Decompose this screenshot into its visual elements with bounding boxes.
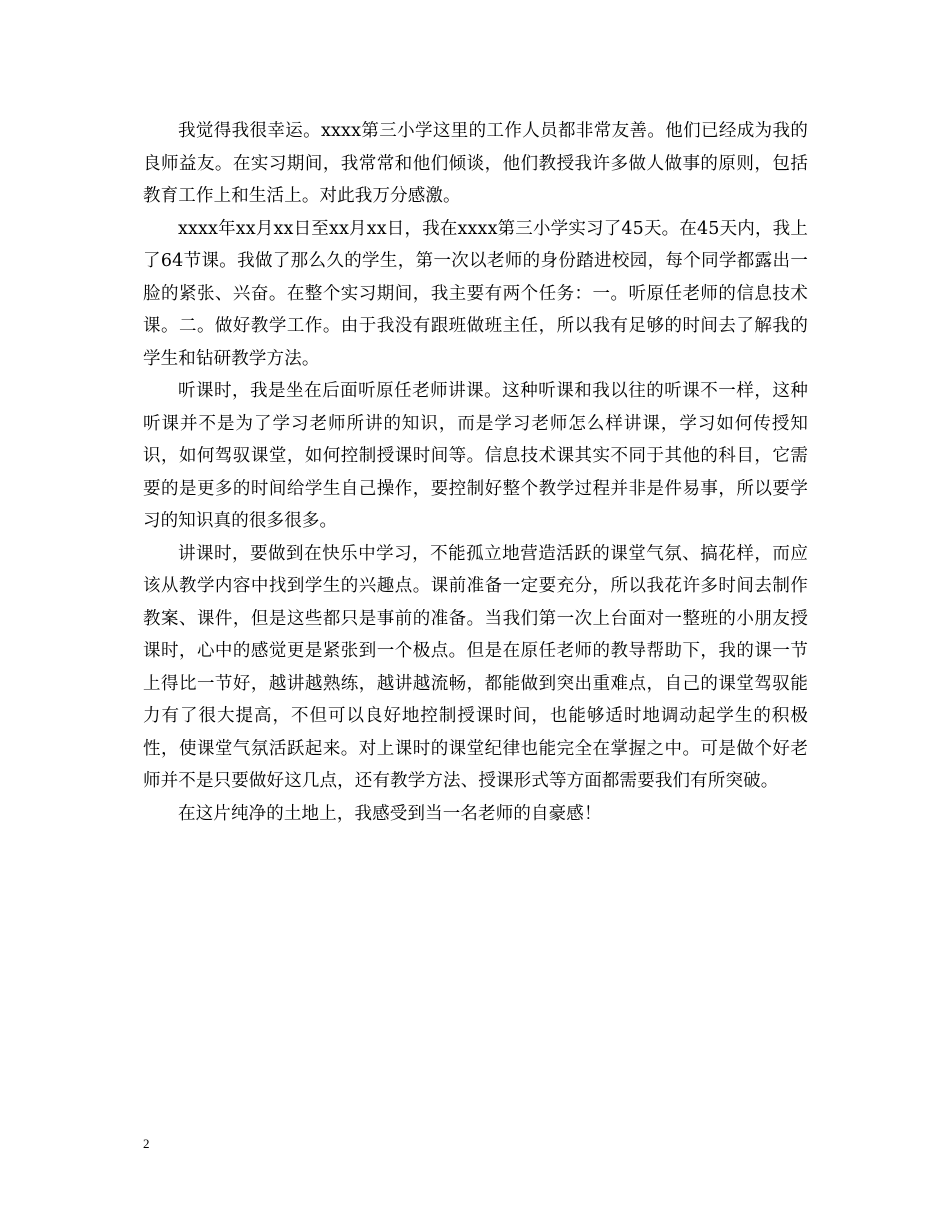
paragraph: 讲课时，要做到在快乐中学习，不能孤立地营造活跃的课堂气氛、搞花样，而应该从教学内容中找到学生的兴趣点。课前准备一定要充分，所以我花许多时间去制作教案、课件，但是这些都只是事前的准备。当我们第一次上台面对一整班的小朋友授课时，心中的感觉更是紧张到一个极点。但是在原任老师的教导帮助下，我的课一节上得比一节好，越讲越熟练，越讲越流畅，都能做到突出重难点，自己的课堂驾驭能力有了很大提高，不但可以良好地控制授课时间，也能够适时地调动起学生的积极性，使课堂气氛活跃起来。对上课时的课堂纪律也能完全在掌握之中。可是做个好老师并不是只要做好这几点，还有教学方法、授课形式等方面都需要我们有所突破。 xyxy=(143,543,808,791)
paragraph: xxxx年xx月xx日至xx月xx日，我在xxxx第三小学实习了45天。在45天内，我上了64节课。我做了那么久的学生，第一次以老师的身份踏进校园，每个同学都露出一脸的紧张、兴奋。在整个实习期间，我主要有两个任务：一。听原任老师的信息技术课。二。做好教学工作。由于我没有跟班做班主任，所以我有足够的时间去了解我的学生和钻研教学方法。 xyxy=(143,218,808,369)
body-text xyxy=(143,115,808,830)
paragraph: 我觉得我很幸运。xxxx第三小学这里的工作人员都非常友善。他们已经成为我的良师益友。在实习期间，我常常和他们倾谈，他们教授我许多做人做事的原则，包括教育工作上和生活上。对此我万分感激。 xyxy=(143,121,808,206)
page-number: 2 xyxy=(143,1136,150,1151)
paragraph: 在这片纯净的土地上，我感受到当一名老师的自豪感！ xyxy=(178,803,602,824)
paragraph: 听课时，我是坐在后面听原任老师讲课。这种听课和我以往的听课不一样，这种听课并不是为了学习老师所讲的知识，而是学习老师怎么样讲课，学习如何传授知识，如何驾驭课堂，如何控制授课时间等。信息技术课其实不同于其他的科目，它需要的是更多的时间给学生自己操作，要控制好整个教学过程并非是件易事，所以要学习的知识真的很多很多。 xyxy=(143,381,808,531)
